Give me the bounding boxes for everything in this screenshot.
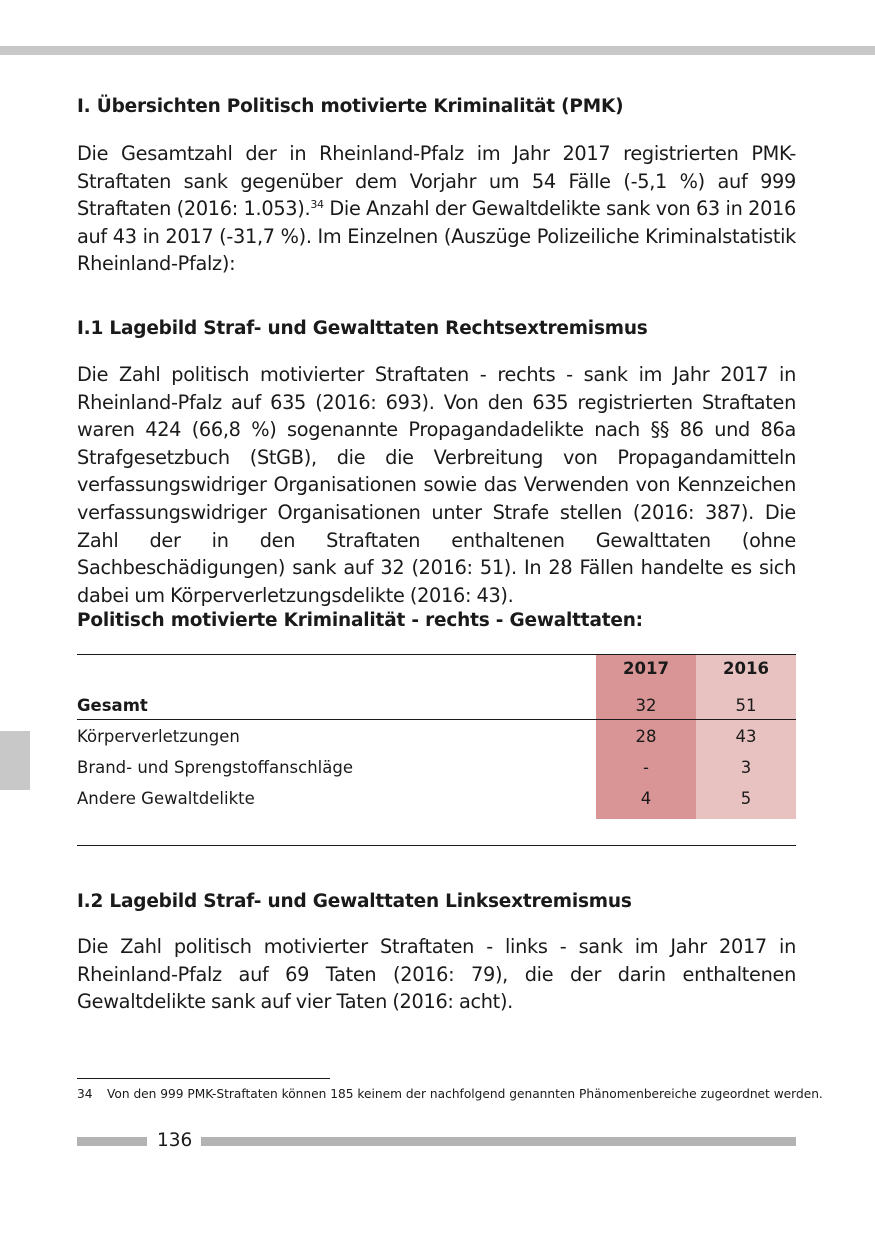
footnote-reference[interactable]: 34	[310, 198, 324, 212]
paragraph-links: Die Zahl politisch motivierter Straftaten - links - sank im Jahr 2017 in Rheinland-Pfalz auf 69 Taten (2016: 79), die der darin enthaltenen Gewaltdelikte sank auf vier Taten (2016: acht).	[77, 935, 796, 1014]
table-bottom-rule	[77, 845, 796, 846]
cell-gesamt-2016: 51	[735, 696, 757, 715]
table-total-rule	[77, 719, 796, 720]
row-label-andere-gewaltdelikte: Andere Gewaltdelikte	[77, 789, 255, 808]
chapter-tab-marker	[0, 731, 30, 790]
section-heading-links: I.2 Lagebild Straf- und Gewalttaten Linksextremismus	[77, 891, 632, 912]
cell-brand-sprengstoff-2017: -	[643, 758, 649, 777]
table-title: Politisch motivierte Kriminalität - rechts - Gewalttaten:	[77, 610, 643, 631]
page-number: 136	[157, 1130, 193, 1151]
paragraph-pmk-part2: Die Anzahl der Gewaltdelikte sank von 63 in 2016 auf 43 in 2017 (-31,7 %). Im Einzelnen (Auszüge Polizeiliche Kriminalstatistik Rheinland-Pfalz):	[77, 197, 796, 276]
footnote-text: Von den 999 PMK-Straftaten können 185 keinem der nachfolgend genannten Phänomenbereiche zugeordnet werden.	[107, 1087, 823, 1101]
footnote-number: 34	[77, 1087, 93, 1101]
cell-andere-gewaltdelikte-2016: 5	[740, 789, 752, 808]
footer-rule-right	[201, 1137, 796, 1146]
footnote	[77, 1086, 823, 1102]
cell-andere-gewaltdelikte-2017: 4	[640, 789, 652, 808]
row-label-brand-sprengstoff: Brand- und Sprengstoffanschläge	[77, 758, 353, 777]
section-heading-pmk: I. Übersichten Politisch motivierte Kriminalität (PMK)	[77, 96, 624, 117]
row-label-koerperverletzungen: Körperverletzungen	[77, 727, 240, 746]
header-rule	[0, 46, 875, 55]
paragraph-pmk-overview	[77, 140, 796, 278]
footer-rule-left	[77, 1137, 147, 1146]
cell-gesamt-2017: 32	[635, 696, 657, 715]
section-heading-rechts: I.1 Lagebild Straf- und Gewalttaten Rechtsextremismus	[77, 318, 648, 339]
gewalttaten-table	[77, 654, 796, 846]
cell-koerperverletzungen-2017: 28	[635, 727, 657, 746]
column-header-2016: 2016	[723, 659, 769, 678]
paragraph-pmk-part1: Die Gesamtzahl der in Rheinland-Pfalz im Jahr 2017 registrierten PMK-Straftaten sank gegenüber dem Vorjahr um 54 Fälle (-5,1 %) auf 999 Straftaten (2016: 1.053).	[77, 142, 796, 221]
cell-koerperverletzungen-2016: 43	[735, 727, 757, 746]
footnote-rule	[77, 1078, 330, 1079]
cell-brand-sprengstoff-2016: 3	[740, 758, 752, 777]
row-label-gesamt: Gesamt	[77, 696, 148, 715]
paragraph-rechts: Die Zahl politisch motivierter Straftaten - rechts - sank im Jahr 2017 in Rheinland-Pfalz auf 635 (2016: 693). Von den 635 registrierten Straftaten waren 424 (66,8 %) sogenannte Propagandadelikte nach §§ 86 und 86a Strafgesetzbuch (StGB), die die Verbreitung von Propagandamitteln verfassungswidriger Organisationen sowie das Verwenden von Kennzeichen verfassungswidriger Organisationen unter Strafe stellen (2016: 387). Die Zahl der in den Straftaten enthaltenen Gewalttaten (ohne Sachbeschädigungen) sank auf 32 (2016: 51). In 28 Fällen handelte es sich dabei um Körperverletzungsdelikte (2016: 43).	[77, 363, 796, 607]
column-header-2017: 2017	[623, 659, 669, 678]
